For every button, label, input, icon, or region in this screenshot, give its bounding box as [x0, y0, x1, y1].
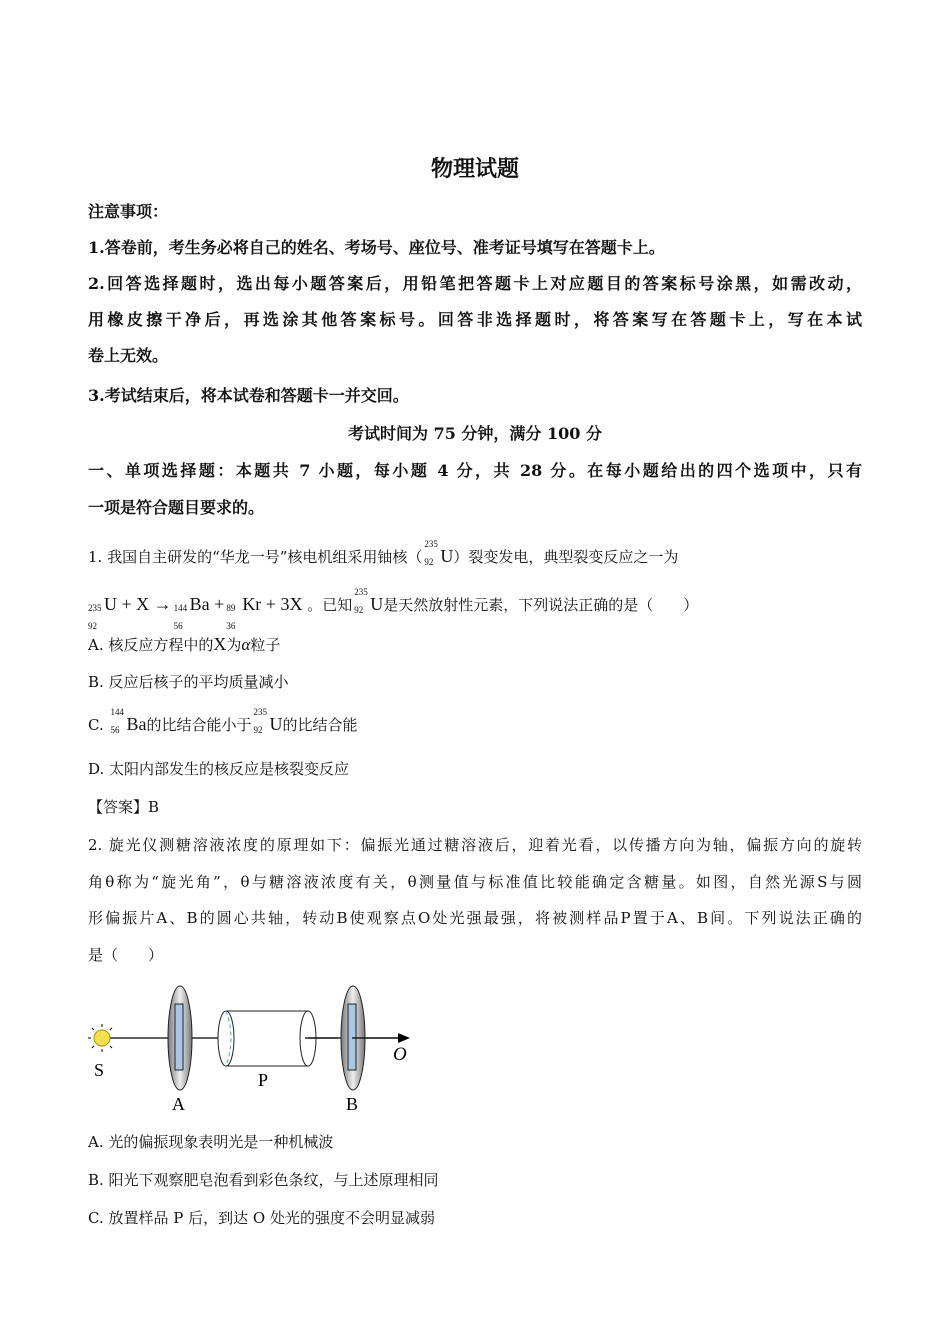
- option-2c: C. 放置样品 P 后，到达 O 处光的强度不会明显减弱: [88, 1209, 435, 1227]
- option-1c: C. 144 56 Ba的比结合能小于 235 92 U的比结合能: [88, 707, 358, 735]
- label-b: B: [346, 1094, 359, 1114]
- notice-heading: 注意事项：: [88, 202, 169, 221]
- question-1-line-2: 235 92 U + X → 144 56 Ba + 89 36 Kr + 3X 。已知 235 92 U是天然放射性元素，下列说法正确的是（ ）: [88, 587, 699, 631]
- nuclide-u235: 235 92 U: [424, 539, 454, 567]
- label-s: S: [94, 1060, 105, 1080]
- label-p: P: [258, 1070, 269, 1090]
- option-2a: A. 光的偏振现象表明光是一种机械波: [88, 1133, 334, 1151]
- option-1a: A. 核反应方程中的X为α粒子: [88, 634, 281, 654]
- question-2-line: 是（ ）: [88, 946, 164, 964]
- page-title: 物理试题: [430, 156, 519, 182]
- notice-item: 1.答卷前，考生务必将自己的姓名、考场号、座位号、准考证号填写在答题卡上。: [88, 238, 665, 257]
- notice-item: 3.考试结束后，将本试卷和答题卡一并交回。: [88, 386, 409, 405]
- polarizer-a: [168, 986, 192, 1090]
- polarizer-b: [341, 986, 400, 1090]
- exam-time: 考试时间为 75 分钟，满分 100 分: [348, 424, 602, 443]
- section-heading-cont: 一项是符合题目要求的。: [88, 498, 265, 517]
- option-1b: B. 反应后核子的平均质量减小: [88, 673, 289, 691]
- question-2-line: 2. 旋光仪测糖溶液浓度的原理如下：偏振光通过糖溶液后，迎着光看，以传播方向为轴，偏振方向的旋转: [88, 836, 862, 854]
- notice-item: 卷上无效。: [88, 346, 169, 365]
- sample-tube-p: [218, 1011, 338, 1066]
- question-2-line: 形偏振片A、B的圆心共轴，转动B使观察点O处光强最强，将被测样品P置于A、B间。下列说法正确的: [88, 909, 862, 927]
- option-2b: B. 阳光下观察肥皂泡看到彩色条纹，与上述原理相同: [88, 1171, 439, 1189]
- label-o: O: [393, 1044, 407, 1065]
- option-1d: D. 太阳内部发生的核反应是核裂变反应: [88, 760, 350, 778]
- answer-1: 【答案】B: [88, 798, 160, 816]
- question-2-line: 角θ称为“旋光角”，θ与糖溶液浓度有关，θ测量值与标准值比较能确定含糖量。如图，自然光源S与圆: [88, 873, 862, 891]
- notice-item: 用橡皮擦干净后，再选涂其他答案标号。回答非选择题时，将答案写在答题卡上，写在本试: [88, 310, 862, 329]
- section-heading: 一、单项选择题：本题共 7 小题，每小题 4 分，共 28 分。在每小题给出的四个选项中，只有: [88, 461, 862, 480]
- notice-item: 2.回答选择题时，选出每小题答案后，用铅笔把答题卡上对应题目的答案标号涂黑，如需改动，: [88, 274, 862, 293]
- question-1-line-1: 1. 我国自主研发的“华龙一号”核电机组采用铀核（ 235 92 U）裂变发电，典型裂变反应之一为: [88, 539, 679, 567]
- polarimeter-diagram: [80, 980, 430, 1120]
- label-a: A: [172, 1094, 185, 1114]
